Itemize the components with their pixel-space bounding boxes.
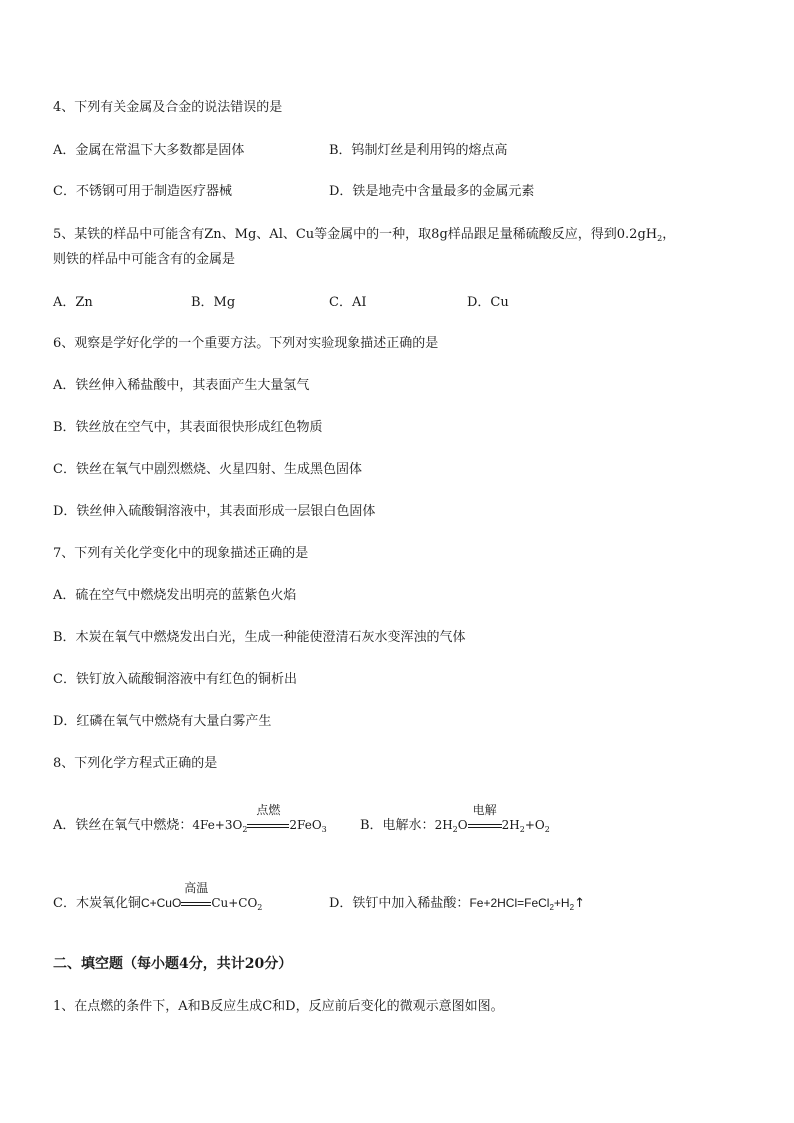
q5-option-a: A．Zn xyxy=(53,295,93,310)
q8-option-c xyxy=(53,881,263,917)
q8-d-eq-text1: Fe+2HCl=FeCl xyxy=(469,896,550,910)
section2-heading: 二、填空题（每小题4分，共计20分） xyxy=(53,956,293,972)
q8-b-label: B．电解水： xyxy=(360,818,435,833)
q8-d-label: D．铁钉中加入稀盐酸： xyxy=(329,896,470,911)
q8-a-right-text: 2Fe xyxy=(289,818,312,832)
q5-option-b: B．Mg xyxy=(191,295,236,310)
q5-stem-line1 xyxy=(53,226,675,248)
q8-d-sub2: 2 xyxy=(569,903,575,912)
q8-a-condition xyxy=(247,803,289,835)
q4-stem: 4、下列有关金属及合金的说法错误的是 xyxy=(53,100,283,115)
q8-c-condition-text: 高温 xyxy=(184,881,209,895)
q8-c-label: C．木炭氧化铜 xyxy=(53,896,141,911)
q8-b-left xyxy=(435,818,468,832)
q7-option-d: D．红磷在氧气中燃烧有大量白雾产生 xyxy=(53,714,272,729)
q5-stem-line2: 则铁的样品中可能含有的金属是 xyxy=(53,252,236,267)
q8-d-eq-text2: +H xyxy=(553,896,570,910)
q6-option-b: B．铁丝放在空气中，其表面很快形成红色物质 xyxy=(53,420,323,435)
q8-b-condition-text: 电解 xyxy=(472,803,497,817)
q8-a-condition-text: 点燃 xyxy=(256,803,281,817)
q5-option-d: D．Cu xyxy=(467,295,509,310)
q8-d-equation xyxy=(469,896,574,910)
q5-stem-tail: ， xyxy=(662,227,676,242)
q8-d-sub1: 2 xyxy=(549,903,554,912)
q8-b-right-text2: +O xyxy=(524,818,545,832)
q8-b-sub3: 2 xyxy=(544,825,550,834)
q8-a-sub: 2 xyxy=(242,825,248,834)
q8-c-right-text: Cu+CO xyxy=(211,896,258,910)
q8-stem: 8、下列化学方程式正确的是 xyxy=(53,756,218,771)
q8-b-left-text2: O xyxy=(457,818,468,832)
q8-d-gas-arrow: ↑ xyxy=(574,896,585,911)
q7-option-c: C．铁钉放入硫酸铜溶液中有红色的铜析出 xyxy=(53,672,297,687)
q4-option-d: D．铁是地壳中含量最多的金属元素 xyxy=(329,184,535,199)
q8-a-label: A．铁丝在氧气中燃烧： xyxy=(53,818,193,833)
q8-b-left-text: 2H xyxy=(434,818,453,832)
q8-c-condition xyxy=(181,881,211,913)
q8-c-left: C+CuO xyxy=(140,896,182,910)
q8-b-sub2: 2 xyxy=(519,825,525,834)
q8-a-equal-sign xyxy=(247,824,289,828)
q8-b-condition xyxy=(468,803,502,835)
q7-option-a: A．硫在空气中燃烧发出明亮的蓝紫色火焰 xyxy=(53,588,297,603)
q6-option-d: D．铁丝伸入硫酸铜溶液中，其表面形成一层银白色固体 xyxy=(53,504,376,519)
q8-option-b xyxy=(360,803,550,839)
q6-option-a: A．铁丝伸入稀盐酸中，其表面产生大量氢气 xyxy=(53,378,310,393)
q6-stem: 6、观察是学好化学的一个重要方法。下列对实验现象描述正确的是 xyxy=(53,336,439,351)
q8-b-right-text: 2H xyxy=(501,818,520,832)
q8-a-left-text: 4Fe+3O xyxy=(192,818,243,832)
q8-a-right-text2: O xyxy=(311,818,322,832)
q8-a-right xyxy=(289,818,326,832)
q8-b-equal-sign xyxy=(468,824,502,828)
q8-a-sub3: 3 xyxy=(321,825,327,834)
q5-option-c: C．AI xyxy=(329,295,367,310)
q8-b-right xyxy=(502,818,550,832)
q6-option-c: C．铁丝在氧气中剧烈燃烧、火星四射、生成黑色固体 xyxy=(53,462,362,477)
q5-stem-text: 5、某铁的样品中可能含有Zn、Mg、Al、Cu等金属中的一种，取8g样品跟足量稀硫酸反应，得到0.2gH xyxy=(53,227,658,242)
q5-stem-subscript: 2 xyxy=(657,234,663,243)
q4-option-a: A．金属在常温下大多数都是固体 xyxy=(53,143,245,158)
q8-c-equal-sign xyxy=(181,902,211,906)
q4-option-c: C．不锈钢可用于制造医疗器械 xyxy=(53,184,232,199)
q8-c-sub: 2 xyxy=(257,903,263,912)
q8-option-d xyxy=(329,894,585,917)
q7-stem: 7、下列有关化学变化中的现象描述正确的是 xyxy=(53,546,309,561)
q8-c-right xyxy=(211,896,262,910)
q4-option-b: B．钨制灯丝是利用钨的熔点高 xyxy=(329,143,508,158)
q8-b-sub: 2 xyxy=(452,825,458,834)
q7-option-b: B．木炭在氧气中燃烧发出白光，生成一种能使澄清石灰水变浑浊的气体 xyxy=(53,630,466,645)
fill1-stem: 1、在点燃的条件下，A和B反应生成C和D，反应前后变化的微观示意图如图。 xyxy=(53,999,504,1014)
q8-option-a xyxy=(53,803,327,839)
q8-a-left xyxy=(192,818,247,832)
